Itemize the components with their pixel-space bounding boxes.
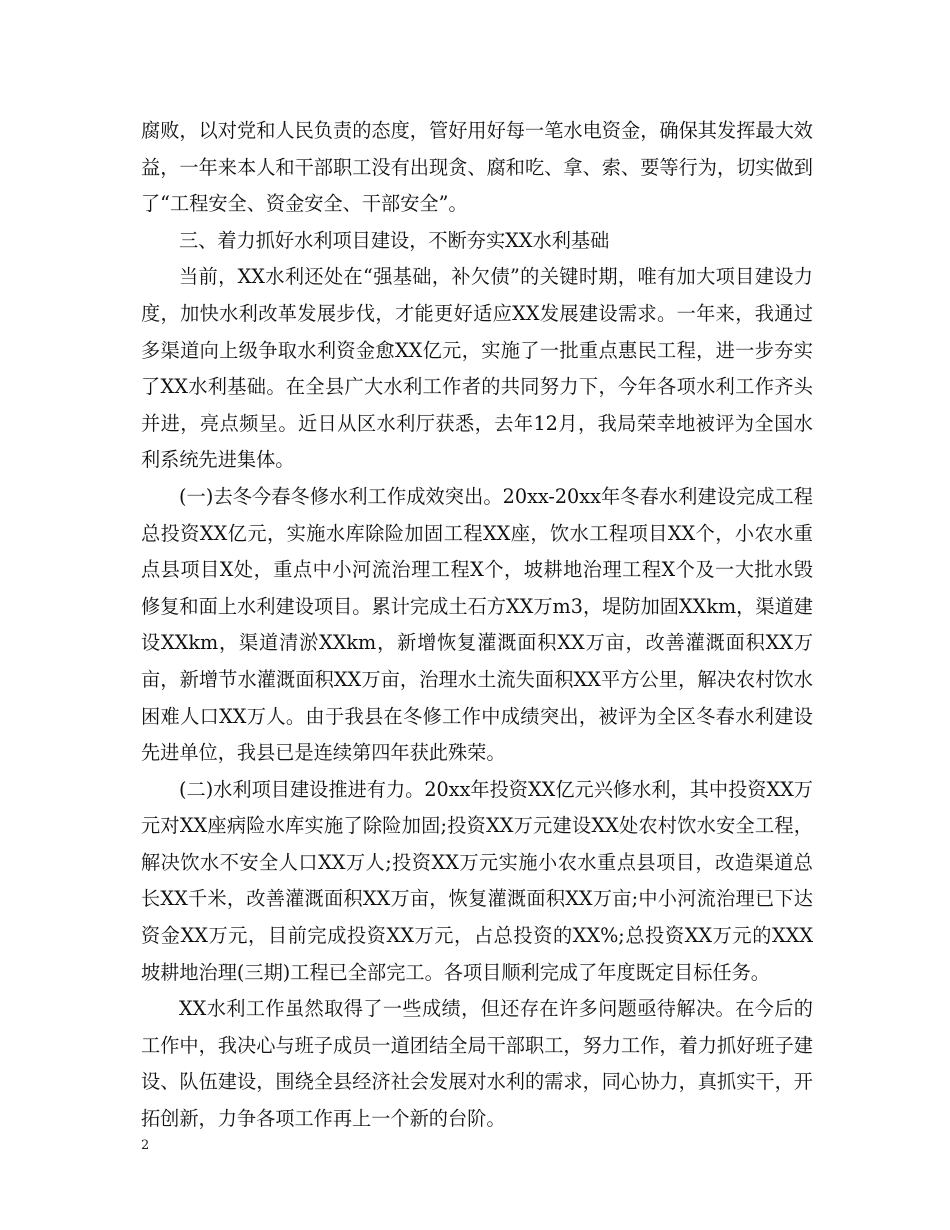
paragraph-continuation: 腐败，以对党和人民负责的态度，管好用好每一笔水电资金，确保其发挥最大效益，一年来本人和干部职工没有出现贪、腐和吃、拿、索、要等行为，切实做到了“工程安全、资金安全、干部安全”。 [141, 119, 813, 216]
paragraph-project-construction: (二)水利项目建设推进有力。20xx年投资XX亿元兴修水利，其中投资XX万元对XX座病险水库实施了除险加固;投资XX万元建设XX处农村饮水安全工程，解决饮水不安全人口XX万人;投资XX万元实施小农水重点县项目，改造渠道总长XX千米，改善灌溉面积XX万亩，恢复灌溉面积XX万亩;中小河流治理已下达资金XX万元，目前完成投资XX万元，占总投资的XX%;总投资XX万元的XXX坡耕地治理(三期)工程已全部完工。各项目顺利完成了年度既定目标任务。 [141, 777, 813, 984]
page-number: 2 [141, 1138, 150, 1153]
paragraph-conclusion: XX水利工作虽然取得了一些成绩，但还存在许多问题亟待解决。在今后的工作中，我决心与班子成员一道团结全局干部职工，努力工作，着力抓好班子建设、队伍建设，围绕全县经济社会发展对水利的需求，同心协力，真抓实干，开拓创新，力争各项工作再上一个新的台阶。 [141, 997, 813, 1131]
section-heading: 三、着力抓好水利项目建设，不断夯实XX水利基础 [179, 228, 610, 252]
paragraph-overview: 当前，XX水利还处在“强基础，补欠债”的关键时期，唯有加大项目建设力度，加快水利改革发展步伐，才能更好适应XX发展建设需求。一年来，我通过多渠道向上级争取水利资金愈XX亿元，实施了一批重点惠民工程，进一步夯实了XX水利基础。在全县广大水利工作者的共同努力下，今年各项水利工作齐头并进，亮点频呈。近日从区水利厅获悉，去年12月，我局荣幸地被评为全国水利系统先进集体。 [141, 265, 813, 472]
body-text [141, 113, 813, 1138]
paragraph-winter-spring: (一)去冬今春冬修水利工作成效突出。20xx-20xx年冬春水利建设完成工程总投资XX亿元，实施水库除险加固工程XX座，饮水工程项目XX个，小农水重点县项目X处，重点中小河流治理工程X个，坡耕地治理工程X个及一大批水毁修复和面上水利建设项目。累计完成土石方XX万m3，堤防加固XXkm，渠道建设XXkm，渠道清淤XXkm，新增恢复灌溉面积XX万亩，改善灌溉面积XX万亩，新增节水灌溉面积XX万亩，治理水土流失面积XX平方公里，解决农村饮水困难人口XX万人。由于我县在冬修工作中成绩突出，被评为全区冬春水利建设先进单位，我县已是连续第四年获此殊荣。 [141, 484, 813, 765]
